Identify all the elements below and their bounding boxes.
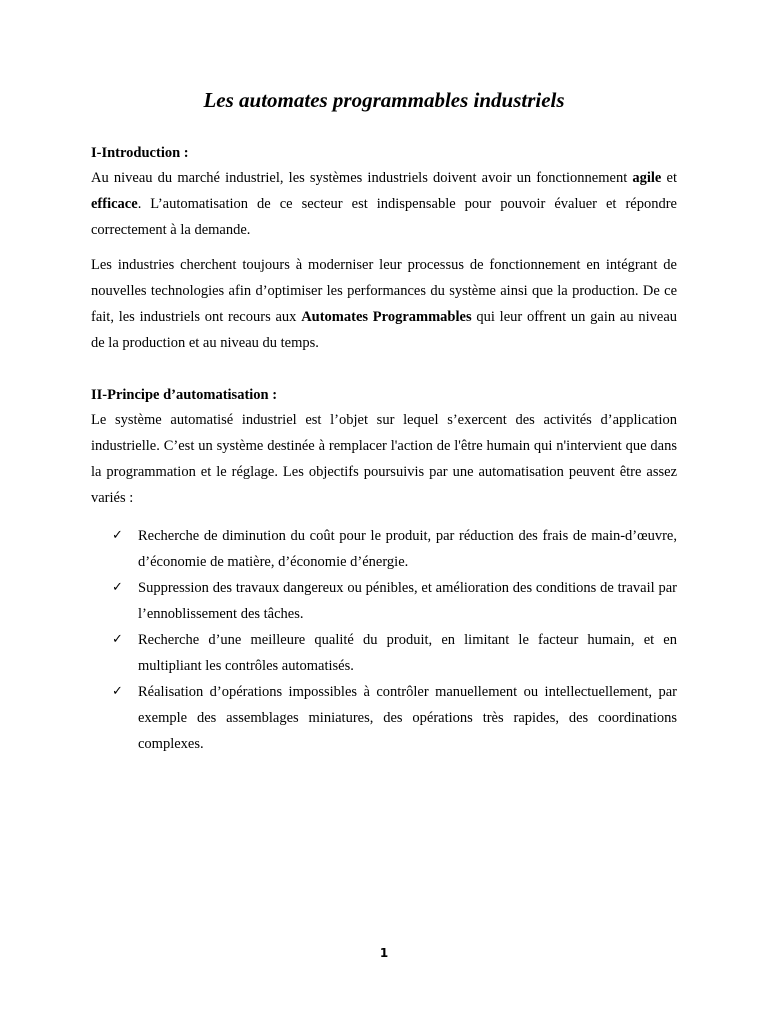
list-item (91, 679, 677, 757)
principe-heading: II-Principe d’automatisation : (91, 387, 278, 403)
list-item (91, 523, 677, 575)
bold-term-agile: agile (632, 170, 662, 186)
check-icon: ✓ (112, 684, 123, 699)
bold-term-automates-programmables: Automates Programmables (301, 309, 472, 325)
intro-p1-text-end: . L’automatisation de ce secteur est indispensable pour pouvoir évaluer et répondre correctement à la demande. (91, 196, 677, 238)
document-title: Les automates programmables industriels (203, 88, 565, 112)
introduction-heading: I-Introduction : (91, 145, 189, 161)
intro-p1-text-start: Au niveau du marché industriel, les systèmes industriels doivent avoir un fonctionnement (91, 170, 633, 186)
list-item-text: Recherche de diminution du coût pour le produit, par réduction des frais de main-d’œuvre, d’économie de matière, d’économie d’énergie. (138, 528, 677, 570)
objectives-list (91, 523, 677, 757)
list-item (91, 575, 677, 627)
introduction-section (91, 143, 677, 356)
check-icon: ✓ (112, 580, 123, 595)
list-item (91, 627, 677, 679)
intro-p1-text-mid: et (661, 170, 677, 186)
list-item-text: Recherche d’une meilleure qualité du produit, en limitant le facteur humain, et en multipliant les contrôles automatisés. (138, 632, 677, 674)
list-item-text: Suppression des travaux dangereux ou pénibles, et amélioration des conditions de travail par l’ennoblissement des tâches. (138, 580, 677, 622)
intro-p2-text-start: Les industries cherchent toujours à moderniser leur processus de fonctionnement en intégrant de nouvelles technologies afin d’optimiser les performances du système ainsi que la production. De ce fait, les industriels ont recours aux (91, 257, 677, 325)
intro-p2-text-end: qui leur offrent un gain au niveau de la production et au niveau du temps. (91, 309, 678, 351)
principe-section (91, 385, 677, 757)
bold-term-efficace: efficace (91, 196, 138, 212)
principe-paragraph: Le système automatisé industriel est l’objet sur lequel s’exercent des activités d’application industrielle. C’est un système destinée à remplacer l'action de l'être humain qui n'intervient que dans la programmation et le réglage. Les objectifs poursuivis par une automatisation peuvent être assez variés : (91, 412, 677, 506)
introduction-paragraph-2 (91, 252, 677, 356)
list-item-text: Réalisation d’opérations impossibles à contrôler manuellement ou intellectuellement, par exemple des assemblages miniatures, des opérations très rapides, des coordinations complexes. (138, 684, 677, 752)
introduction-paragraph-1 (91, 165, 677, 243)
page-number: 1 (379, 946, 389, 960)
check-icon: ✓ (112, 632, 123, 647)
check-icon: ✓ (112, 528, 123, 543)
